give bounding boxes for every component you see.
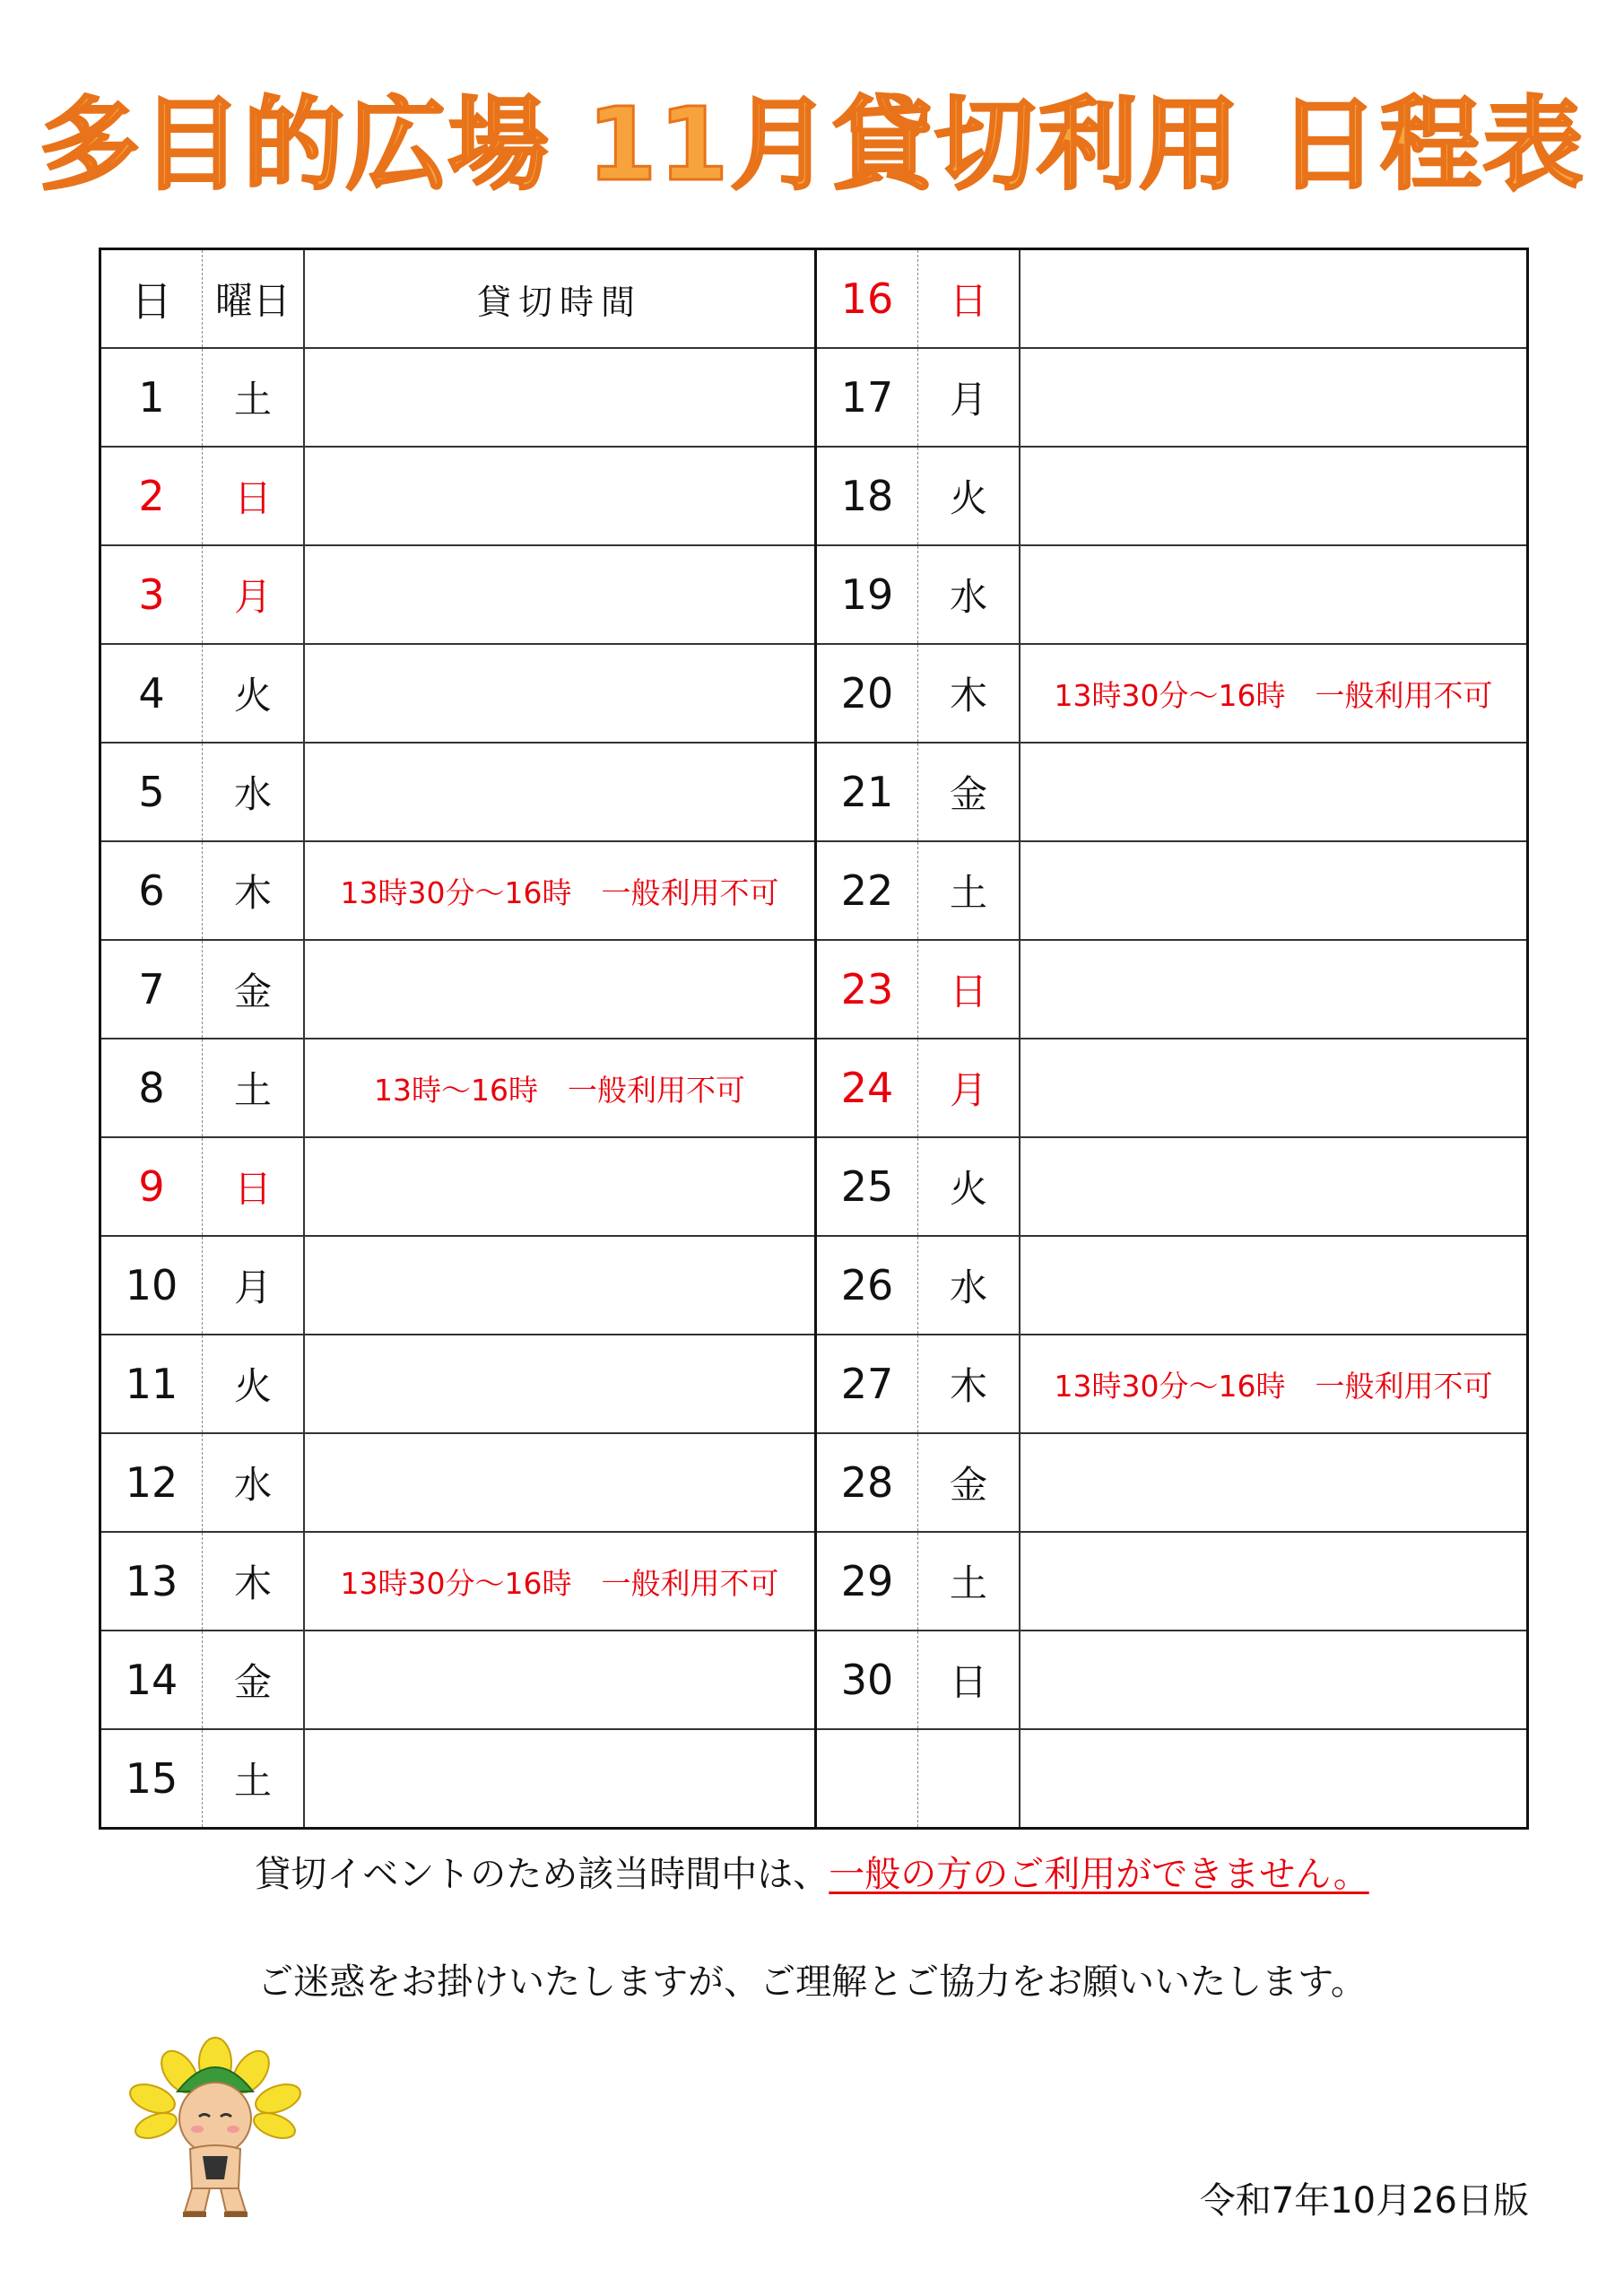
weekday-cell: 土 — [203, 1729, 305, 1827]
table-row — [817, 447, 1526, 545]
slot-cell — [1020, 1433, 1526, 1532]
weekday-cell: 土 — [203, 348, 305, 447]
weekday-cell: 木 — [918, 1335, 1020, 1433]
weekday-cell: 金 — [203, 1631, 305, 1729]
day-cell: 5 — [101, 743, 203, 841]
weekday-cell: 日 — [918, 1631, 1020, 1729]
day-cell: 10 — [101, 1236, 203, 1335]
slot-cell — [1020, 841, 1526, 940]
table-row — [817, 1039, 1526, 1137]
slot-cell — [1020, 743, 1526, 841]
table-row — [817, 1433, 1526, 1532]
slot-cell — [1020, 348, 1526, 447]
slot-cell — [304, 348, 816, 447]
day-cell: 25 — [817, 1137, 918, 1236]
table-row — [817, 250, 1526, 348]
table-row — [101, 644, 816, 743]
day-cell: 26 — [817, 1236, 918, 1335]
table-row — [817, 940, 1526, 1039]
weekday-cell: 金 — [918, 743, 1020, 841]
weekday-cell — [918, 1729, 1020, 1827]
slot-cell — [1020, 447, 1526, 545]
day-cell: 15 — [101, 1729, 203, 1827]
day-cell: 24 — [817, 1039, 918, 1137]
weekday-cell: 月 — [203, 1236, 305, 1335]
day-cell: 28 — [817, 1433, 918, 1532]
slot-cell: 13時30分～16時 一般利用不可 — [1020, 644, 1526, 743]
table-row — [101, 841, 816, 940]
slot-cell — [304, 940, 816, 1039]
weekday-cell: 火 — [918, 447, 1020, 545]
schedule-table — [99, 248, 1529, 1830]
table-row — [817, 1137, 1526, 1236]
slot-cell: 13時30分～16時 一般利用不可 — [304, 841, 816, 940]
slot-cell — [1020, 1039, 1526, 1137]
day-cell: 14 — [101, 1631, 203, 1729]
table-row — [817, 348, 1526, 447]
weekday-cell: 木 — [203, 1532, 305, 1631]
slot-cell: 13時30分～16時 一般利用不可 — [304, 1532, 816, 1631]
table-row — [817, 1631, 1526, 1729]
day-cell — [817, 1729, 918, 1827]
weekday-cell: 水 — [918, 545, 1020, 644]
slot-cell — [1020, 1236, 1526, 1335]
slot-cell — [1020, 1137, 1526, 1236]
page-title: 多目的広場 11月貸切利用 日程表 — [39, 87, 1585, 204]
weekday-cell: 月 — [918, 1039, 1020, 1137]
table-row — [101, 1335, 816, 1433]
day-cell: 1 — [101, 348, 203, 447]
day-cell: 7 — [101, 940, 203, 1039]
day-cell: 27 — [817, 1335, 918, 1433]
header-weekday: 曜日 — [203, 250, 305, 348]
day-cell: 3 — [101, 545, 203, 644]
day-cell: 8 — [101, 1039, 203, 1137]
slot-cell — [304, 447, 816, 545]
weekday-cell: 木 — [918, 644, 1020, 743]
slot-cell — [304, 743, 816, 841]
slot-cell — [1020, 545, 1526, 644]
slot-cell — [304, 1729, 816, 1827]
day-cell: 22 — [817, 841, 918, 940]
day-cell: 29 — [817, 1532, 918, 1631]
schedule-right-body — [817, 250, 1526, 1827]
day-cell: 30 — [817, 1631, 918, 1729]
edition-date: 令和7年10月26日版 — [1199, 2180, 1529, 2222]
day-cell: 11 — [101, 1335, 203, 1433]
mascot-illustration — [126, 2036, 305, 2224]
slot-cell — [1020, 1631, 1526, 1729]
day-cell: 6 — [101, 841, 203, 940]
weekday-cell: 金 — [203, 940, 305, 1039]
slot-cell — [304, 1433, 816, 1532]
slot-cell — [304, 1137, 816, 1236]
slot-cell — [1020, 1729, 1526, 1827]
slot-cell — [1020, 940, 1526, 1039]
table-row — [101, 1729, 816, 1827]
slot-cell — [304, 1335, 816, 1433]
weekday-cell: 土 — [203, 1039, 305, 1137]
day-cell: 17 — [817, 348, 918, 447]
table-header-row — [101, 250, 816, 348]
day-cell: 12 — [101, 1433, 203, 1532]
schedule-right-half — [817, 250, 1526, 1827]
table-row — [101, 1631, 816, 1729]
weekday-cell: 月 — [918, 348, 1020, 447]
weekday-cell: 金 — [918, 1433, 1020, 1532]
weekday-cell: 土 — [918, 1532, 1020, 1631]
table-row — [817, 644, 1526, 743]
weekday-cell: 日 — [918, 940, 1020, 1039]
weekday-cell: 火 — [203, 644, 305, 743]
table-row — [817, 1236, 1526, 1335]
table-row — [817, 1335, 1526, 1433]
weekday-cell: 水 — [203, 743, 305, 841]
slot-cell — [304, 1631, 816, 1729]
weekday-cell: 日 — [203, 1137, 305, 1236]
notice-line-1 — [0, 1848, 1624, 1901]
table-row — [101, 1137, 816, 1236]
slot-cell — [1020, 1532, 1526, 1631]
table-row — [101, 545, 816, 644]
day-cell: 20 — [817, 644, 918, 743]
weekday-cell: 木 — [203, 841, 305, 940]
mascot-face — [179, 2083, 251, 2154]
notice-warning: 一般の方のご利用ができません。 — [829, 1854, 1369, 1895]
slot-cell: 13時～16時 一般利用不可 — [304, 1039, 816, 1137]
weekday-cell: 水 — [918, 1236, 1020, 1335]
weekday-cell: 日 — [918, 250, 1020, 348]
day-cell: 16 — [817, 250, 918, 348]
day-cell: 9 — [101, 1137, 203, 1236]
day-cell: 2 — [101, 447, 203, 545]
table-row — [817, 841, 1526, 940]
weekday-cell: 水 — [203, 1433, 305, 1532]
day-cell: 4 — [101, 644, 203, 743]
table-row — [817, 1532, 1526, 1631]
slot-cell — [304, 545, 816, 644]
notice-lead: 貸切イベントのため該当時間中は、 — [255, 1854, 829, 1895]
slot-cell — [304, 1236, 816, 1335]
table-row — [101, 1532, 816, 1631]
table-row — [817, 1729, 1526, 1827]
notice-line-2: ご迷惑をお掛けいたしますが、ご理解とご協力をお願いいたします。 — [257, 1961, 1367, 2003]
slot-cell — [304, 644, 816, 743]
day-cell: 21 — [817, 743, 918, 841]
slot-cell: 13時30分～16時 一般利用不可 — [1020, 1335, 1526, 1433]
day-cell: 19 — [817, 545, 918, 644]
header-slot: 貸切時間 — [304, 250, 816, 348]
slot-cell — [1020, 250, 1526, 348]
table-row — [101, 348, 816, 447]
header-day: 日 — [101, 250, 203, 348]
schedule-left-body — [101, 250, 816, 1827]
table-row — [817, 743, 1526, 841]
table-row — [101, 447, 816, 545]
table-row — [817, 545, 1526, 644]
weekday-cell: 火 — [203, 1335, 305, 1433]
day-cell: 23 — [817, 940, 918, 1039]
table-row — [101, 1039, 816, 1137]
table-row — [101, 940, 816, 1039]
day-cell: 13 — [101, 1532, 203, 1631]
weekday-cell: 日 — [203, 447, 305, 545]
weekday-cell: 月 — [203, 545, 305, 644]
table-row — [101, 1433, 816, 1532]
day-cell: 18 — [817, 447, 918, 545]
schedule-left-half — [101, 250, 817, 1827]
table-row — [101, 1236, 816, 1335]
table-row — [101, 743, 816, 841]
weekday-cell: 土 — [918, 841, 1020, 940]
weekday-cell: 火 — [918, 1137, 1020, 1236]
